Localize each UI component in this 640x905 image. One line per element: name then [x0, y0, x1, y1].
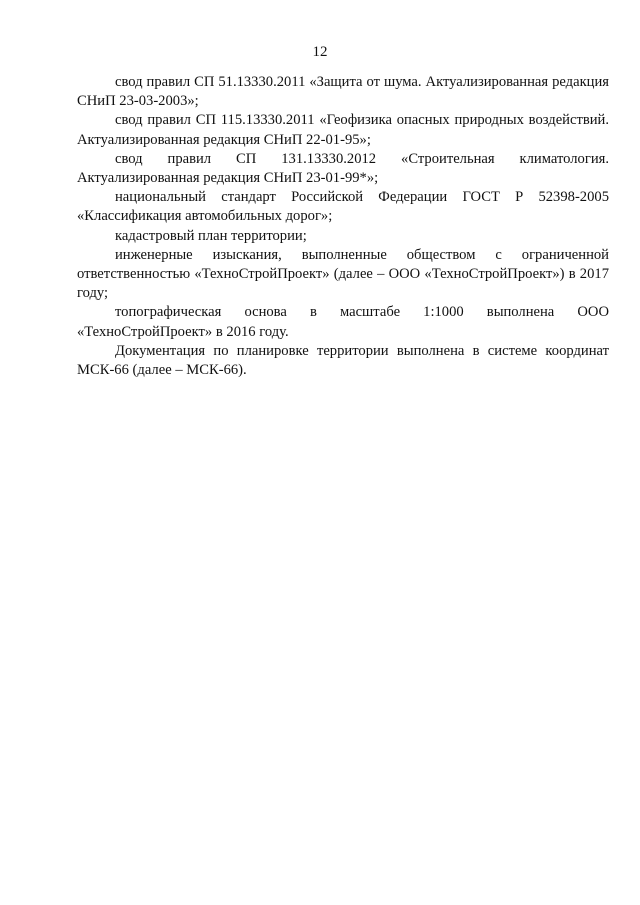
paragraph-sp-131: свод правил СП 131.13330.2012 «Строительная климатология. Актуализированная редакция СНиП 23-01-99*»; [77, 150, 609, 187]
paragraph-sp-51: свод правил СП 51.13330.2011 «Защита от шума. Актуализированная редакция СНиП 23-03-2003»; [77, 74, 609, 110]
paragraph-coordinate-system: Документация по планировке территории выполнена в системе координат МСК-66 (далее – МСК-66). [77, 342, 609, 379]
page-number: 12 [312, 44, 328, 60]
paragraph-engineering-surveys: инженерные изыскания, выполненные обществом с ограниченной ответственностью «ТехноСтройПроект» (далее – ООО «ТехноСтройПроект») в 2017 году; [77, 246, 609, 302]
paragraph-sp-115: свод правил СП 115.13330.2011 «Геофизика опасных природных воздействий. Актуализированная редакция СНиП 22-01-95»; [77, 112, 609, 148]
paragraph-topographic-base: топографическая основа в масштабе 1:1000 выполнена ООО «ТехноСтройПроект» в 2016 году. [77, 304, 609, 340]
paragraph-cadastral-plan: кадастровый план территории; [115, 227, 307, 244]
paragraph-gost: национальный стандарт Российской Федерации ГОСТ Р 52398-2005 «Классификация автомобильных дорог»; [77, 189, 609, 225]
page-content [77, 73, 609, 380]
